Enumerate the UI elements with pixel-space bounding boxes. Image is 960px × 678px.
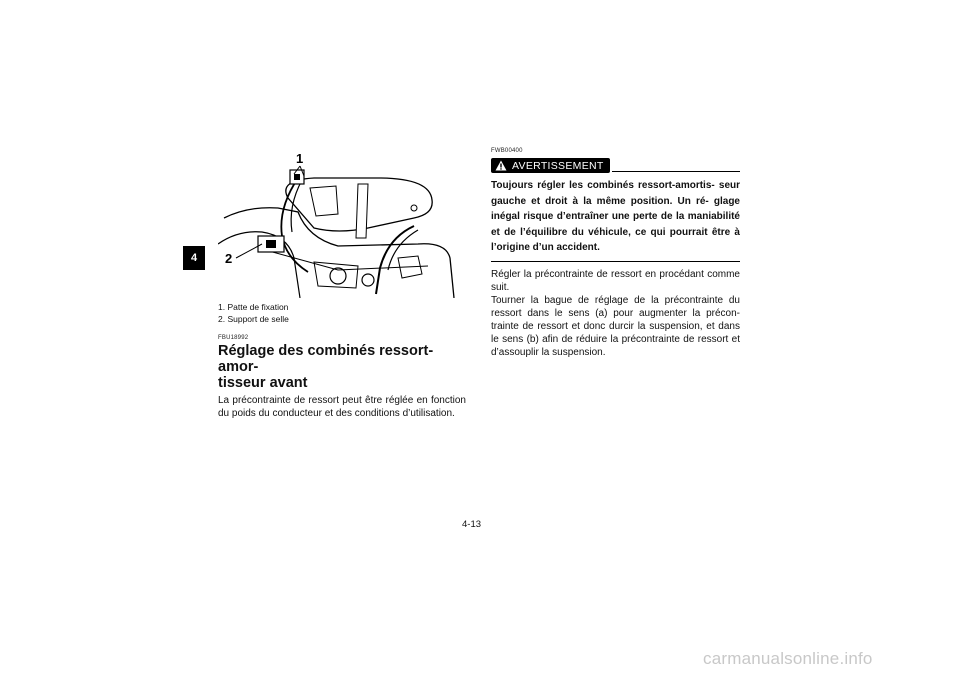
right-column bbox=[491, 148, 740, 359]
section-title bbox=[218, 343, 466, 391]
figure-captions bbox=[218, 301, 468, 325]
warning-text: Toujours régler les combinés ressort-amortis- seur gauche et droit à la même position. Un ré- glage inégal risque d’entraîner une perte de la maniabilité et de l’équilibre du véhicule, ce qui pourrait être à l’origine d’un accident. bbox=[491, 180, 740, 253]
instruction-paragraph: Régler la précontrainte de ressort en procédant comme suit. bbox=[491, 268, 740, 293]
warning-badge bbox=[491, 158, 610, 173]
warning-triangle-icon bbox=[495, 160, 507, 171]
section-code: FBU18992 bbox=[218, 335, 249, 341]
watermark: carmanualsonline.info bbox=[703, 649, 873, 668]
chapter-tab: 4 bbox=[183, 246, 205, 270]
page-number: 4-13 bbox=[462, 519, 482, 530]
figure-callout-2: 2 bbox=[225, 251, 233, 266]
warning-top-rule bbox=[612, 171, 740, 172]
figure-callout-1: 1 bbox=[296, 151, 304, 166]
warning-bottom-rule bbox=[491, 261, 740, 262]
section-title-line: Réglage des combinés ressort-amor- bbox=[218, 343, 434, 375]
warning-header bbox=[491, 158, 740, 173]
section-paragraph: La précontrainte de ressort peut être réglée en fonction du poids du conducteur et des conditions d’utilisation. bbox=[218, 395, 466, 419]
instruction-paragraph: Tourner la bague de réglage de la précontrainte du ressort dans le sens (a) pour augmenter la précon- trainte de ressort et donc durcir la suspension, et dans le sens (b) afin de réduire la précontrainte de ressort et d’assouplir la suspension. bbox=[491, 294, 740, 358]
section-title-line: tisseur avant bbox=[218, 375, 308, 391]
atv-seat-drawing bbox=[218, 148, 466, 298]
warning-label: AVERTISSEMENT bbox=[512, 159, 604, 172]
warning-code: FWB00400 bbox=[491, 148, 523, 154]
caption-item: 2. Support de selle bbox=[218, 314, 289, 324]
caption-item: 1. Patte de fixation bbox=[218, 302, 289, 312]
left-section bbox=[218, 335, 466, 420]
seat-illustration bbox=[218, 148, 466, 298]
